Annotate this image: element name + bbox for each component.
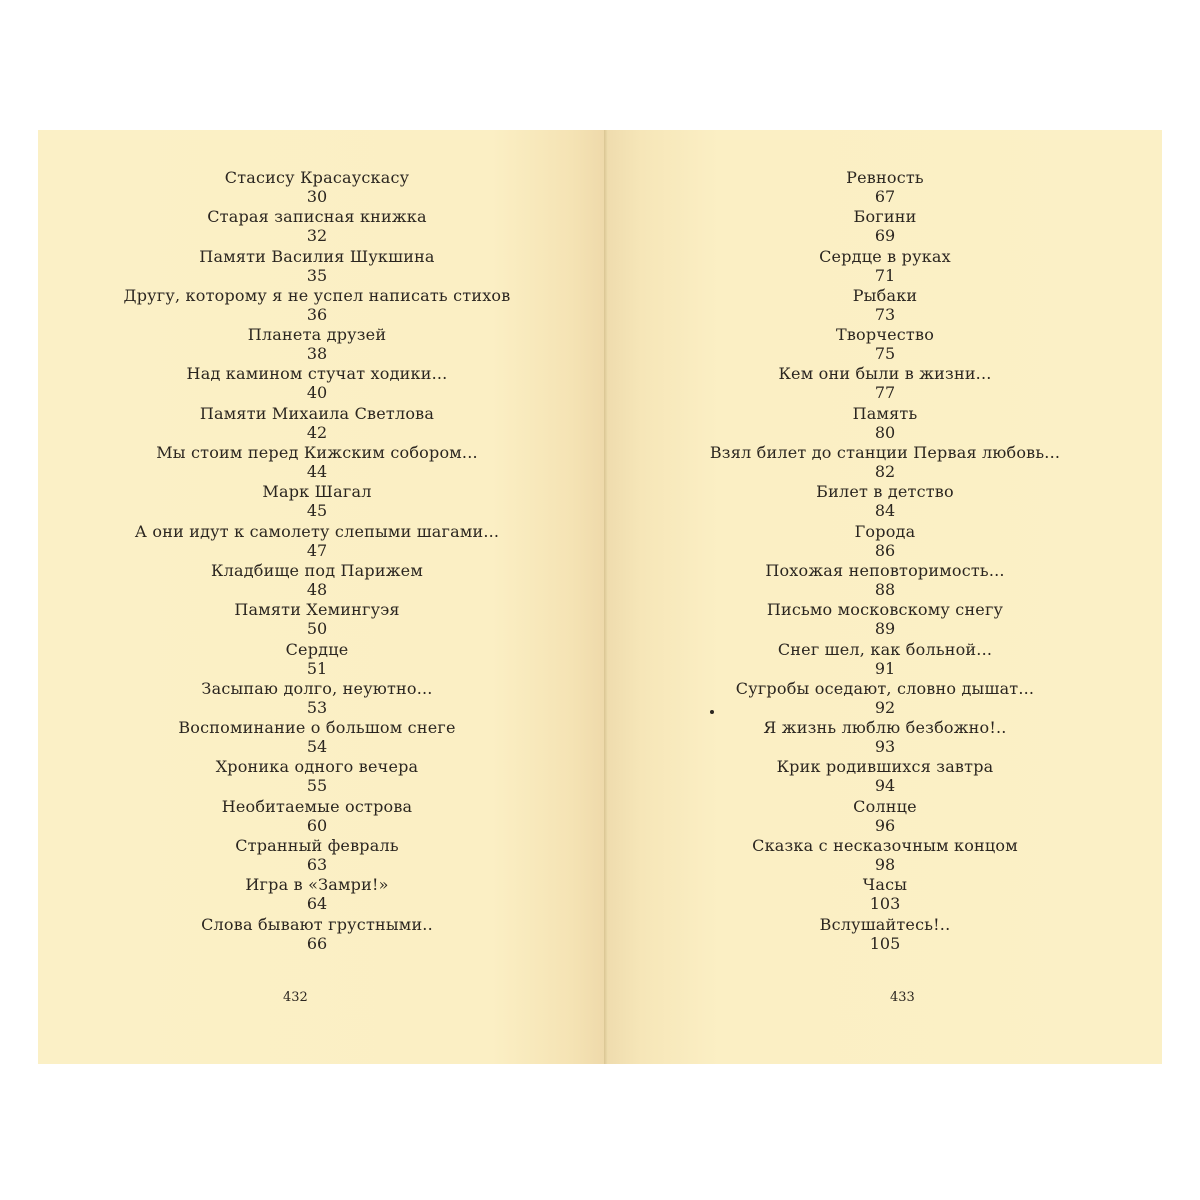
toc-entry [608, 875, 1162, 914]
toc-entry [608, 640, 1162, 679]
toc-entry-page: 55 [306, 776, 328, 796]
toc-entry [608, 482, 1162, 521]
toc-entry-title: Воспоминание о большом снеге [178, 718, 456, 738]
toc-entry-page: 35 [306, 265, 328, 285]
toc-entry-page: 98 [874, 855, 896, 875]
toc-entry [608, 718, 1162, 757]
toc-entry-page: 86 [874, 540, 896, 560]
toc-entry-page: 40 [306, 383, 328, 403]
toc-entry-title: Богини [853, 207, 917, 227]
toc-entry [38, 522, 596, 561]
toc-entry-page: 96 [874, 815, 896, 835]
toc-entry-page: 84 [874, 501, 896, 521]
toc-entry [38, 286, 596, 325]
toc-entry [38, 875, 596, 914]
toc-entry-title: Другу, которому я не успел написать стихов [123, 285, 511, 305]
toc-entry-title: Кладбище под Парижем [211, 560, 423, 580]
toc-entry-page: 94 [874, 776, 896, 796]
toc-entry-page: 63 [306, 855, 328, 875]
toc-entry [38, 836, 596, 875]
toc-entry-page: 48 [306, 579, 328, 599]
toc-entry-page: 73 [874, 304, 896, 324]
toc-entry-page: 80 [874, 422, 896, 442]
toc-entry [608, 679, 1162, 718]
toc-entry [608, 836, 1162, 875]
toc-entry-title: А они идут к самолету слепыми шагами... [134, 521, 500, 541]
right-page [608, 130, 1162, 1064]
toc-entry-title: Памяти Михаила Светлова [199, 403, 435, 423]
toc-entry [38, 679, 596, 718]
toc-entry-page: 77 [874, 383, 896, 403]
toc-entry-page: 45 [306, 501, 328, 521]
toc-entry-title: Старая записная книжка [207, 207, 427, 227]
toc-entry-title: Сказка с несказочным концом [752, 836, 1018, 856]
page-number: 432 [283, 990, 308, 1005]
toc-entry-page: 103 [869, 894, 901, 914]
toc-entry-page: 30 [306, 187, 328, 206]
toc-entry-page: 38 [306, 344, 328, 364]
toc-entry-page: 75 [874, 344, 896, 364]
toc-entry-page: 67 [874, 187, 896, 206]
toc-entry [38, 718, 596, 757]
toc-entry [38, 600, 596, 639]
toc-entry [38, 168, 596, 207]
toc-entry [608, 286, 1162, 325]
toc-entry-title: Игра в «Замри!» [245, 875, 389, 895]
toc-entry [608, 404, 1162, 443]
toc-entry [38, 207, 596, 246]
toc-entry-title: Сердце [285, 639, 349, 659]
toc-entry-page: 105 [869, 933, 901, 953]
toc-entry-page: 88 [874, 579, 896, 599]
toc-entry-title: Сердце в руках [819, 246, 951, 266]
toc-entry-title: Памяти Василия Шукшина [199, 246, 435, 266]
toc-entry-title: Я жизнь люблю безбожно!.. [763, 718, 1007, 738]
toc-entry-title: Засыпаю долго, неуютно... [201, 678, 433, 698]
toc-entry-page: 51 [306, 658, 328, 678]
toc-entry-title: Странный февраль [235, 836, 399, 856]
left-page [38, 130, 606, 1064]
toc-entry [38, 640, 596, 679]
toc-entry-title: Похожая неповторимость... [765, 560, 1005, 580]
toc-entry-page: 93 [874, 737, 896, 757]
toc-entry [608, 522, 1162, 561]
toc-entry-title: Крик родившихся завтра [776, 757, 994, 777]
toc-entry [608, 364, 1162, 403]
toc-entry [608, 757, 1162, 796]
toc-entry-title: Ревность [846, 168, 924, 187]
toc-entry [38, 757, 596, 796]
toc-entry-page: 42 [306, 422, 328, 442]
toc-entry-page: 92 [874, 697, 896, 717]
toc-entry-page: 69 [874, 226, 896, 246]
toc-entry [608, 797, 1162, 836]
toc-entry [608, 600, 1162, 639]
toc-entry-title: Стасису Красаускасу [224, 168, 410, 187]
toc-entry-title: Вслушайтесь!.. [819, 914, 951, 934]
toc-entry-title: Планета друзей [247, 325, 387, 345]
toc-entry [38, 561, 596, 600]
toc-entry-page: 44 [306, 462, 328, 482]
toc-entry-title: Слова бывают грустными.. [201, 914, 433, 934]
toc-entry [38, 797, 596, 836]
toc-entry-title: Снег шел, как больной... [777, 639, 993, 659]
toc-entry-title: Хроника одного вечера [215, 757, 419, 777]
toc-entry-title: Рыбаки [852, 285, 918, 305]
toc-entry-title: Необитаемые острова [221, 796, 413, 816]
toc-entry [608, 207, 1162, 246]
toc-entry [608, 325, 1162, 364]
toc-list-right [608, 168, 1162, 954]
toc-entry [608, 561, 1162, 600]
toc-entry-title: Творчество [835, 325, 935, 345]
toc-entry-title: Взял билет до станции Первая любовь... [709, 443, 1061, 463]
toc-entry [608, 443, 1162, 482]
toc-entry [38, 325, 596, 364]
toc-entry-page: 82 [874, 462, 896, 482]
toc-entry-page: 66 [306, 933, 328, 953]
toc-entry [38, 443, 596, 482]
toc-list-left [38, 168, 606, 954]
toc-entry-page: 50 [306, 619, 328, 639]
toc-entry [38, 404, 596, 443]
ink-speck [710, 710, 714, 714]
toc-entry-page: 36 [306, 304, 328, 324]
toc-entry-title: Билет в детство [816, 482, 954, 502]
toc-entry-title: Над камином стучат ходики... [186, 364, 448, 384]
toc-entry [38, 915, 596, 954]
toc-entry [608, 915, 1162, 954]
toc-entry-page: 53 [306, 697, 328, 717]
toc-entry-page: 32 [306, 226, 328, 246]
toc-entry-title: Сугробы оседают, словно дышат... [735, 678, 1035, 698]
toc-entry-title: Марк Шагал [262, 482, 372, 502]
toc-entry-title: Мы стоим перед Кижским собором... [156, 443, 478, 463]
toc-entry-page: 71 [874, 265, 896, 285]
toc-entry-page: 91 [874, 658, 896, 678]
toc-entry-page: 47 [306, 540, 328, 560]
toc-entry-title: Память [852, 403, 918, 423]
toc-entry-page: 60 [306, 815, 328, 835]
toc-entry [608, 168, 1162, 207]
toc-entry-page: 89 [874, 619, 896, 639]
toc-entry [38, 247, 596, 286]
toc-entry-title: Города [854, 521, 916, 541]
toc-entry [608, 247, 1162, 286]
toc-entry-title: Памяти Хемингуэя [234, 600, 400, 620]
toc-entry-title: Часы [862, 875, 908, 895]
toc-entry-title: Солнце [853, 796, 917, 816]
toc-entry-page: 64 [306, 894, 328, 914]
toc-entry-title: Кем они были в жизни... [778, 364, 992, 384]
page-number: 433 [890, 990, 915, 1005]
toc-entry-page: 54 [306, 737, 328, 757]
toc-entry-title: Письмо московскому снегу [766, 600, 1004, 620]
toc-entry [38, 364, 596, 403]
toc-entry [38, 482, 596, 521]
